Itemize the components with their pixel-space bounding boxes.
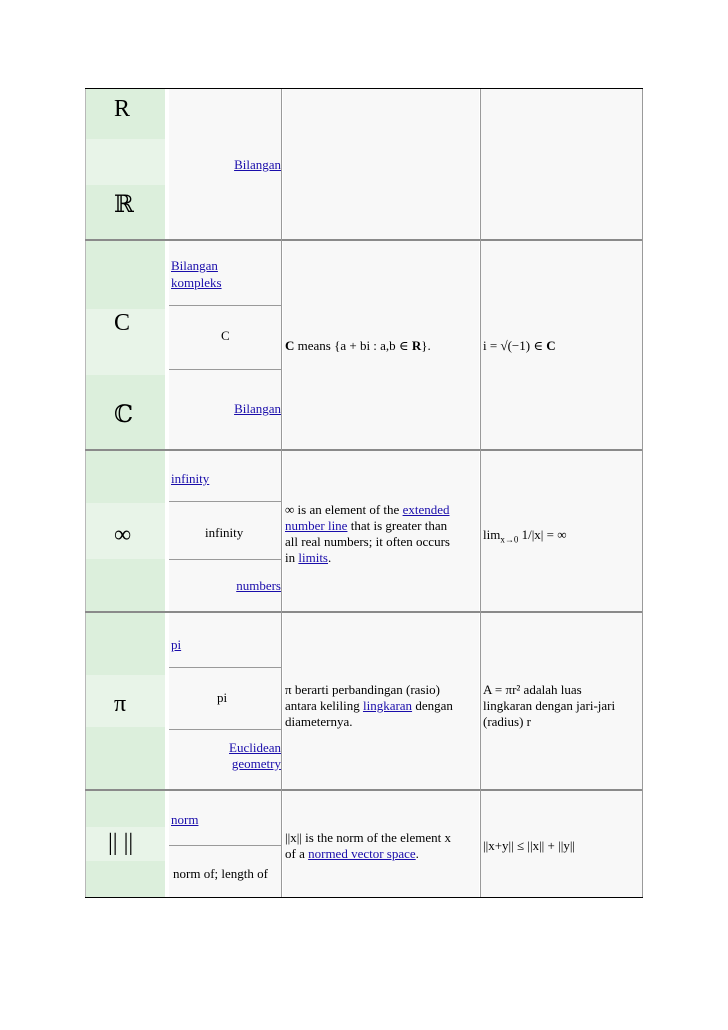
symbol-r-double: ℝ (114, 192, 134, 218)
meaning-line-3: all real numbers; it often occurs (285, 534, 450, 549)
meaning-cell (283, 241, 479, 449)
meaning-line-1: ∞ is an element of the extended (285, 502, 450, 517)
meaning-cell (283, 791, 479, 897)
example-line-3: (radius) r (483, 714, 532, 729)
meaning-line-4: in limits. (285, 550, 332, 565)
meaning-cell (283, 613, 479, 789)
table-row-pi (85, 613, 643, 789)
symbol-cell (85, 241, 165, 449)
example-cell (481, 613, 643, 789)
example-text: ||x+y|| ≤ ||x|| + ||y|| (483, 838, 576, 853)
link-extended[interactable]: extended (402, 502, 450, 517)
name-cell (169, 89, 281, 239)
symbol-norm: || || (108, 830, 134, 856)
link-geometry[interactable]: geometry (231, 756, 281, 771)
link-bilangan[interactable]: Bilangan (234, 401, 281, 416)
symbol-c-double: ℂ (114, 402, 134, 428)
link-lingkaran[interactable]: lingkaran (362, 698, 413, 713)
meaning-cell (283, 451, 479, 611)
meaning-text: C means {a + bi : a,b ∈ R}. (285, 338, 431, 353)
symbol-cell (85, 451, 165, 611)
example-cell (481, 89, 643, 239)
meaning-cell (283, 89, 479, 239)
symbol-cell (85, 89, 165, 239)
example-line-1: A = πr² adalah luas (483, 682, 582, 697)
symbol-cell (85, 613, 165, 789)
name-cell (169, 241, 281, 449)
meaning-line-2: of a normed vector space. (285, 846, 419, 861)
table-row-norm (85, 791, 643, 897)
name-infinity: infinity (205, 525, 244, 540)
symbol-table (85, 88, 643, 898)
name-c: C (221, 328, 230, 343)
link-bilangan[interactable]: Bilangan (234, 157, 281, 172)
example-text: i = √(−1) ∈ C (483, 338, 556, 353)
meaning-line-2: antara keliling lingkaran dengan (285, 698, 453, 713)
example-text: $\lim_{x\to 0} 1/|x|$ = ∞ (483, 527, 567, 545)
link-norm[interactable]: norm (171, 812, 199, 827)
name-cell (169, 613, 281, 789)
name-pi: pi (217, 690, 228, 705)
meaning-line-2: number line that is greater than (285, 518, 448, 533)
example-cell (481, 451, 643, 611)
link-bilangan-kompleks-line1[interactable]: Bilangan (171, 258, 218, 273)
symbol-r-plain: R (114, 96, 131, 122)
link-limits[interactable]: limits (298, 550, 328, 565)
table-row-infinity (85, 451, 643, 611)
symbol-c-plain: C (114, 310, 131, 336)
meaning-line-1: ||x|| is the norm of the element x (285, 830, 452, 845)
link-bilangan-kompleks-line2[interactable]: kompleks (171, 275, 222, 290)
table-row-c (85, 241, 643, 449)
link-normed-vector-space[interactable]: normed vector space (308, 846, 416, 861)
name-cell (169, 451, 281, 611)
symbol-infinity: ∞ (114, 522, 132, 548)
link-number-line[interactable]: number line (285, 518, 348, 533)
name-norm: norm of; length of (173, 866, 268, 881)
link-euclidean[interactable]: Euclidean (229, 740, 281, 755)
link-pi[interactable]: pi (171, 637, 182, 652)
symbol-pi: π (114, 691, 127, 717)
example-line-2: lingkaran dengan jari-jari (483, 698, 616, 713)
link-infinity[interactable]: infinity (171, 471, 210, 486)
meaning-line-1: π berarti perbandingan (rasio) (285, 682, 440, 697)
name-cell (169, 791, 281, 897)
table-row-r (85, 89, 643, 239)
symbol-cell (85, 791, 165, 897)
link-numbers[interactable]: numbers (236, 578, 281, 593)
meaning-line-3: diameternya. (285, 714, 353, 729)
example-cell (481, 241, 643, 449)
example-cell (481, 791, 643, 897)
